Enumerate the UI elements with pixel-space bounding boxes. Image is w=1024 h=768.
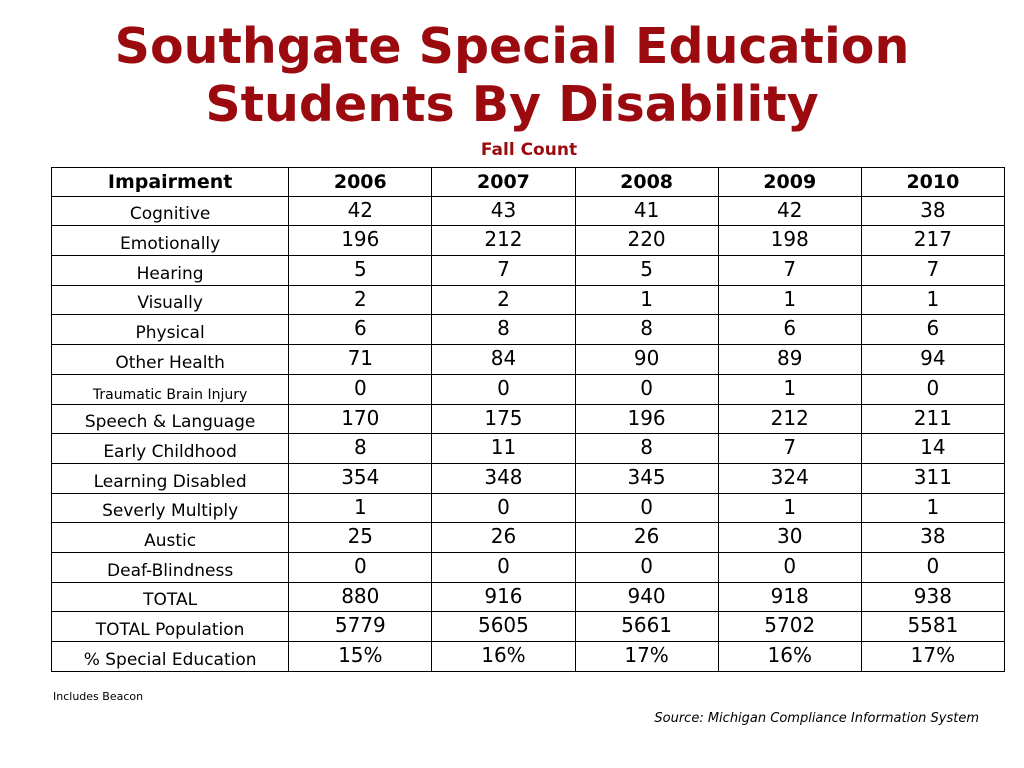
table-row [52, 315, 1005, 345]
cell-value: 7 [432, 256, 575, 286]
row-label: Severly Multiply [52, 493, 289, 523]
cell-value: 175 [432, 404, 575, 434]
cell-value: 170 [289, 404, 432, 434]
row-label: Other Health [52, 345, 289, 375]
cell-value: 5605 [432, 612, 575, 642]
cell-value: 26 [432, 523, 575, 553]
header-year: 2007 [432, 168, 575, 197]
cell-value: 0 [289, 374, 432, 404]
cell-value: 918 [718, 582, 861, 612]
cell-value: 5 [289, 256, 432, 286]
cell-value: 11 [432, 434, 575, 464]
subtitle: Fall Count [480, 140, 578, 160]
cell-value: 940 [575, 582, 718, 612]
cell-value: 17% [861, 642, 1004, 672]
table-row [52, 404, 1005, 434]
cell-value: 0 [575, 374, 718, 404]
cell-value: 38 [861, 196, 1004, 226]
source-citation: Source: Michigan Compliance Information System [654, 711, 979, 726]
cell-value: 880 [289, 582, 432, 612]
title-line-1: Southgate Special Education [114, 18, 910, 75]
cell-value: 196 [575, 404, 718, 434]
cell-value: 345 [575, 463, 718, 493]
row-label: Traumatic Brain Injury [52, 374, 289, 404]
row-label: Hearing [52, 256, 289, 286]
cell-value: 7 [718, 256, 861, 286]
cell-value: 1 [718, 285, 861, 315]
cell-value: 71 [289, 345, 432, 375]
cell-value: 38 [861, 523, 1004, 553]
cell-value: 90 [575, 345, 718, 375]
table-row [52, 493, 1005, 523]
table-row [52, 374, 1005, 404]
cell-value: 0 [575, 493, 718, 523]
header-row [52, 168, 1005, 197]
cell-value: 212 [432, 226, 575, 256]
cell-value: 42 [289, 196, 432, 226]
cell-value: 30 [718, 523, 861, 553]
cell-value: 348 [432, 463, 575, 493]
cell-value: 311 [861, 463, 1004, 493]
cell-value: 0 [432, 374, 575, 404]
cell-value: 0 [861, 374, 1004, 404]
table-row [52, 552, 1005, 582]
cell-value: 25 [289, 523, 432, 553]
cell-value: 217 [861, 226, 1004, 256]
row-label: % Special Education [52, 642, 289, 672]
cell-value: 41 [575, 196, 718, 226]
cell-value: 1 [575, 285, 718, 315]
row-label: Learning Disabled [52, 463, 289, 493]
row-label: TOTAL Population [52, 612, 289, 642]
row-label: Austic [52, 523, 289, 553]
table-row [52, 256, 1005, 286]
cell-value: 6 [289, 315, 432, 345]
cell-value: 0 [432, 493, 575, 523]
cell-value: 6 [861, 315, 1004, 345]
cell-value: 7 [861, 256, 1004, 286]
cell-value: 2 [289, 285, 432, 315]
cell-value: 6 [718, 315, 861, 345]
footnote: Includes Beacon [53, 690, 144, 703]
row-label: Emotionally [52, 226, 289, 256]
table-row [52, 612, 1005, 642]
cell-value: 16% [432, 642, 575, 672]
cell-value: 16% [718, 642, 861, 672]
cell-value: 94 [861, 345, 1004, 375]
cell-value: 5 [575, 256, 718, 286]
cell-value: 89 [718, 345, 861, 375]
table-row [52, 582, 1005, 612]
cell-value: 1 [718, 493, 861, 523]
cell-value: 0 [289, 552, 432, 582]
cell-value: 8 [289, 434, 432, 464]
table-row [52, 196, 1005, 226]
cell-value: 196 [289, 226, 432, 256]
cell-value: 7 [718, 434, 861, 464]
cell-value: 0 [861, 552, 1004, 582]
cell-value: 5581 [861, 612, 1004, 642]
row-label: Physical [52, 315, 289, 345]
cell-value: 84 [432, 345, 575, 375]
cell-value: 916 [432, 582, 575, 612]
cell-value: 26 [575, 523, 718, 553]
table-row [52, 345, 1005, 375]
cell-value: 42 [718, 196, 861, 226]
row-label: Speech & Language [52, 404, 289, 434]
table-row [52, 523, 1005, 553]
cell-value: 15% [289, 642, 432, 672]
cell-value: 0 [575, 552, 718, 582]
row-label: Early Childhood [52, 434, 289, 464]
header-impairment: Impairment [52, 168, 289, 197]
cell-value: 5702 [718, 612, 861, 642]
table-row [52, 434, 1005, 464]
row-label: Visually [52, 285, 289, 315]
table-row [52, 642, 1005, 672]
disability-table [51, 167, 1005, 672]
cell-value: 2 [432, 285, 575, 315]
table-row [52, 226, 1005, 256]
cell-value: 5779 [289, 612, 432, 642]
cell-value: 1 [861, 285, 1004, 315]
cell-value: 8 [432, 315, 575, 345]
row-label: Cognitive [52, 196, 289, 226]
cell-value: 212 [718, 404, 861, 434]
cell-value: 14 [861, 434, 1004, 464]
cell-value: 0 [718, 552, 861, 582]
cell-value: 220 [575, 226, 718, 256]
cell-value: 8 [575, 434, 718, 464]
cell-value: 0 [432, 552, 575, 582]
row-label: Deaf-Blindness [52, 552, 289, 582]
header-year: 2010 [861, 168, 1004, 197]
cell-value: 1 [861, 493, 1004, 523]
table-row [52, 463, 1005, 493]
cell-value: 211 [861, 404, 1004, 434]
cell-value: 324 [718, 463, 861, 493]
header-year: 2009 [718, 168, 861, 197]
header-year: 2008 [575, 168, 718, 197]
header-year: 2006 [289, 168, 432, 197]
cell-value: 1 [718, 374, 861, 404]
cell-value: 938 [861, 582, 1004, 612]
table-row [52, 285, 1005, 315]
cell-value: 198 [718, 226, 861, 256]
cell-value: 5661 [575, 612, 718, 642]
cell-value: 1 [289, 493, 432, 523]
row-label: TOTAL [52, 582, 289, 612]
page-title [0, 18, 1024, 134]
cell-value: 354 [289, 463, 432, 493]
cell-value: 17% [575, 642, 718, 672]
cell-value: 8 [575, 315, 718, 345]
title-line-2: Students By Disability [205, 76, 819, 133]
cell-value: 43 [432, 196, 575, 226]
